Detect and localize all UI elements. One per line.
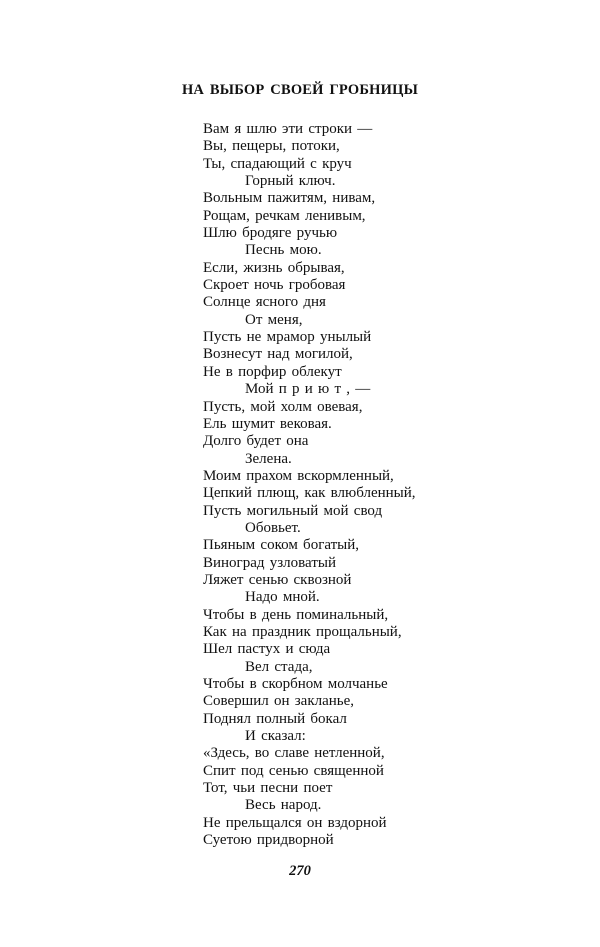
poem-line: Вел стада, [245, 658, 313, 675]
poem-line: Вы, пещеры, потоки, [203, 138, 340, 155]
poem-line: Цепкий плющ, как влюбленный, [203, 485, 416, 502]
poem-line: Пусть, мой холм овевая, [203, 398, 363, 415]
poem-line: Скроет ночь гробовая [203, 277, 346, 294]
poem-line: Песнь мою. [245, 242, 322, 259]
poem-line: Вам я шлю эти строки — [203, 121, 373, 137]
poem-line: Поднял полный бокал [203, 710, 347, 727]
poem-line: Виноград узловатый [203, 554, 336, 571]
poem-line: Ты, спадающий с круч [203, 155, 352, 172]
poem-line: «Здесь, во славе нетленной, [203, 745, 385, 762]
poem-line: Вольным пажитям, нивам, [203, 190, 376, 207]
poem-line: Как на праздник прощальный, [203, 623, 402, 640]
poem-line: Долго будет она [203, 433, 309, 450]
poem-line: Совершил он закланье, [203, 693, 355, 710]
poem-line: Зелена. [245, 450, 292, 467]
poem-line: Пьяным соком богатый, [203, 537, 360, 554]
poem-line: Чтобы в день поминальный, [203, 606, 389, 623]
poem-line: Моим прахом вскормленный, [203, 467, 394, 484]
poem-line: Шлю бродяге ручью [203, 225, 338, 242]
poem-line: Чтобы в скорбном молчанье [203, 676, 388, 692]
poem-line: Мой п р и ю т , — [245, 381, 371, 398]
poem-line: От меня, [245, 311, 303, 328]
poem-line: Не в порфир облекут [203, 363, 342, 380]
poem-line: Весь народ. [245, 797, 322, 814]
poem-body [203, 121, 416, 849]
page-number: 270 [289, 863, 311, 879]
poem-line: Спит под сенью священной [203, 762, 384, 779]
poem-line: Суетою придворной [203, 832, 334, 849]
poem-line: Ель шумит вековая. [203, 415, 332, 432]
poem-line: Шел пастух и сюда [203, 641, 331, 658]
poem-line: Надо мной. [245, 589, 320, 606]
poem-line: Не прельщался он вздорной [203, 814, 387, 831]
poem-line: И сказал: [245, 728, 306, 745]
poem-line: Ляжет сенью сквозной [203, 571, 352, 588]
poem-line: Если, жизнь обрывая, [203, 259, 345, 276]
poem-line: Солнце ясного дня [203, 294, 326, 311]
poem-line: Горный ключ. [245, 173, 336, 190]
poem-line: Пусть не мрамор унылый [203, 329, 372, 346]
poem-line: Обовьет. [245, 519, 301, 536]
poem-line: Вознесут над могилой, [203, 346, 353, 363]
poem-line: Тот, чьи песни поет [203, 780, 333, 797]
poem-title: НА ВЫБОР СВОЕЙ ГРОБНИЦЫ [181, 82, 419, 98]
poem-line: Рощам, речкам ленивым, [203, 207, 366, 224]
poem-line: Пусть могильный мой свод [203, 502, 383, 519]
